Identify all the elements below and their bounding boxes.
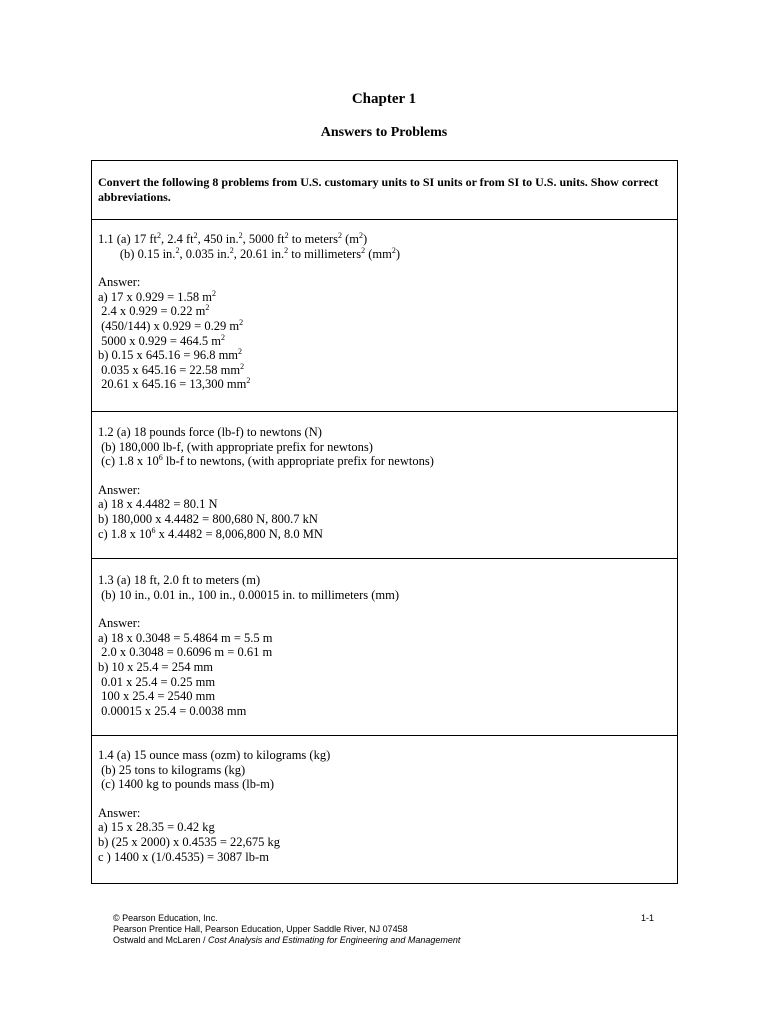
question-line: (b) 180,000 lb-f, (with appropriate prefix for newtons) [98,439,373,454]
question-line: (b) 10 in., 0.01 in., 100 in., 0.00015 in. to millimeters (mm) [98,587,400,602]
answer-label: Answer: [98,482,141,497]
answer-line: 2.4 x 0.929 = 0.22 $m^2$ [98,303,210,319]
answer-label: Answer: [98,616,141,631]
answer-line: a) 18 x 4.4482 = 80.1 N [98,497,218,512]
question-line: (c) 1.8 x $10^6$ lb-f to newtons, (with appropriate prefix for newtons) [98,453,434,469]
answer-line: a) 18 x 0.3048 = 5.4864 m = 5.5 m [98,630,273,645]
section-title: Answers to Problems [320,125,448,140]
answer-label: Answer: [98,805,141,820]
question-line: 1.2 (a) 18 pounds force (lb-f) to newtons (N) [98,425,322,439]
problem-1-2 [92,411,677,558]
question-b: (b) 0.15 in.$^2$, 0.035 in.$^2$, 20.61 in.$^2$ to millimeters$^2$ $(mm^2)$ [98,245,400,261]
copyright-line: © Pearson Education, Inc. [113,913,218,923]
answer-line: b) 180,000 x 4.4482 = 800,680 N, 800.7 kN [98,511,318,526]
answer-line: 0.00015 x 25.4 = 0.0038 mm [98,703,247,718]
page-number: 1-1 [640,913,654,923]
answer-line: b) 0.15 x 645.16 = 96.8 $mm^2$ [98,347,243,363]
answer-line: (450/144) x 0.929 = 0.29 $m^2$ [98,317,244,333]
question-a: 1.1 (a) 17 $ft^2$, 2.4 $ft^2$, 450 in.$^2$, 5000 $ft^2$ to meters$^2$ $(m^2)$ [98,230,368,246]
answer-line: 0.035 x 645.16 = 22.58 $mm^2$ [98,361,245,377]
answer-line: 2.0 x 0.3048 = 0.6096 m = 0.61 m [98,645,273,660]
page-footer [113,913,654,946]
question-line: (b) 25 tons to kilograms (kg) [98,762,246,777]
book-citation: Ostwald and McLaren / Cost Analysis and Estimating for Engineering and Management [113,935,461,945]
answer-line: 20.61 x 645.16 = 13,300 $mm^2$ [98,376,251,392]
answer-line: c ) 1400 x (1/0.4535) = 3087 lb-m [98,849,269,864]
problems-table [91,160,678,884]
answer-line: a) 17 x 0.929 = 1.58 $m^2$ [98,288,216,304]
answer-line: b) (25 x 2000) x 0.4535 = 22,675 kg [98,834,281,849]
answer-line: 100 x 25.4 = 2540 mm [98,689,216,704]
chapter-title: Chapter 1 [351,91,417,107]
answer-line: c) 1.8 x $10^6$ x 4.4482 = 8,006,800 N, 8.0 MN [98,525,323,541]
instructions: Convert the following 8 problems from U.S. customary units to SI units or from SI to U.S. units. Show correct abbreviations. [98,175,659,204]
answer-label: Answer: [98,275,141,290]
answer-line: a) 15 x 28.35 = 0.42 kg [98,820,215,835]
answer-line: 0.01 x 25.4 = 0.25 mm [98,674,216,689]
question-line: 1.3 (a) 18 ft, 2.0 ft to meters (m) [98,573,261,587]
answer-line: 5000 x 0.929 = 464.5 $m^2$ [98,332,226,348]
question-line: 1.4 (a) 15 ounce mass (ozm) to kilograms (kg) [98,748,331,762]
question-line: (c) 1400 kg to pounds mass (lb-m) [98,777,275,792]
problem-1-1 [92,219,677,411]
problem-1-3 [92,558,677,735]
publisher-line: Pearson Prentice Hall, Pearson Education, Upper Saddle River, NJ 07458 [113,924,408,934]
problem-1-4 [92,735,677,883]
answer-line: b) 10 x 25.4 = 254 mm [98,659,214,674]
